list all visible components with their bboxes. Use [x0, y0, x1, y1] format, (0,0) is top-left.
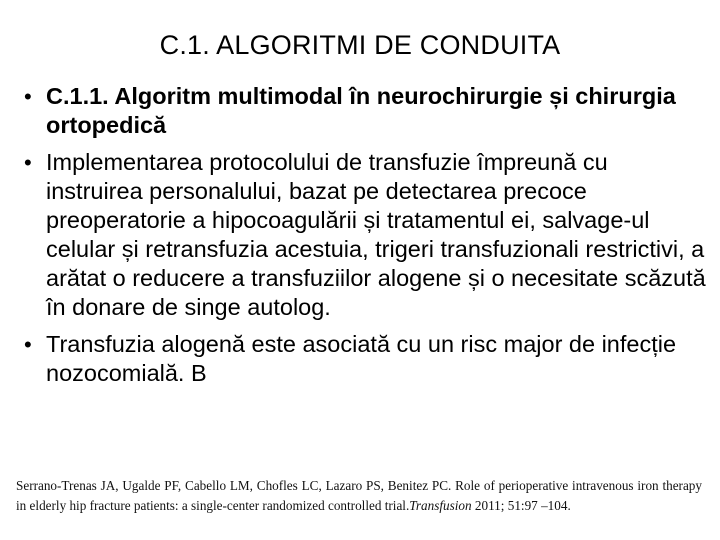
- bullet-marker: •: [24, 84, 32, 109]
- bullet-marker: •: [24, 150, 32, 175]
- bullet-text: Transfuzia alogenă este asociată cu un risc major de infecție nozocomială. B: [46, 331, 677, 386]
- reference-journal: Transfusion: [409, 498, 472, 513]
- bullet-item: [24, 82, 708, 140]
- reference-citation: [16, 476, 702, 516]
- bullet-item: [24, 330, 708, 388]
- bullet-marker: •: [24, 332, 32, 357]
- bullet-list: [24, 82, 708, 396]
- slide-title: C.1. ALGORITMI DE CONDUITA: [159, 30, 561, 60]
- reference-authors: Serrano-Trenas JA, Ugalde PF, Cabello LM, Chofles LC, Lazaro PS, Benitez PC. Role of perioperative intravenous iron therapy in elderly hip fracture patients: a single-center randomized controlled trial.: [16, 478, 702, 513]
- reference-details: 2011; 51:97 –104.: [471, 498, 571, 513]
- bullet-text: Implementarea protocolului de transfuzie împreună cu instruirea personalului, bazat pe detectarea precoce preoperatorie a hipocoagulării și tratamentul ei, salvage-ul celular și retransfuzia acestuia, trigeri transfuzionali restrictivi, a arătat o reducere a transfuziilor alogene și o necesitate scăzută în donare de singe autolog.: [46, 149, 706, 320]
- bullet-item: [24, 148, 708, 322]
- bullet-text: C.1.1. Algoritm multimodal în neurochirurgie și chirurgia ortopedică: [46, 83, 676, 138]
